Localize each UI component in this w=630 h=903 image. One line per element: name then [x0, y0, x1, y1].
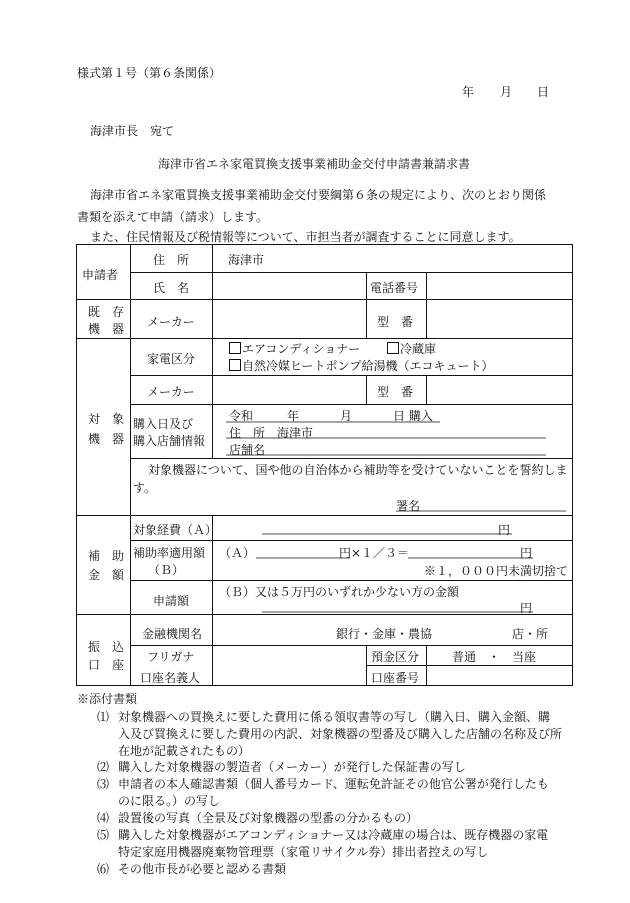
signature-field[interactable] [422, 496, 566, 510]
attachment-5-line-2: 特定家庭用機器廃棄物管理票（家電リサイクル券）排出者控えの写し [118, 845, 489, 859]
branch-types: 店・所 [512, 627, 549, 641]
applicant-phone-label: 電話番号 [370, 281, 419, 295]
pledge-line-1: 対象機器について、国や他の自治体から補助等を受けていないことを誓約しま [148, 463, 568, 477]
applicant-address-label: 住 所 [153, 253, 190, 267]
purchase-label-1: 購入日及び [133, 417, 194, 431]
attachment-3-line-2: のに限る。）の写し [118, 794, 221, 808]
applicant-address-value[interactable]: 海津市 [228, 253, 265, 267]
store-name-label: 店舗名 [229, 443, 266, 457]
attachment-6-num: ⑹ [97, 862, 110, 876]
option-heatpump[interactable] [229, 357, 494, 374]
attachment-5-line-1: 購入した対象機器がエアコンディショナー又は冷蔵庫の場合は、既存機器の家電 [118, 828, 549, 842]
subsidy-section-label-1: 補 助 [88, 549, 125, 563]
calc-formula: 円×１／３＝ [339, 546, 410, 560]
apply-label: 申請額 [153, 594, 190, 608]
target-model-field[interactable] [428, 377, 570, 403]
form-number: 様式第１号（第６条関係） [77, 66, 222, 80]
apply-text: （Ｂ）又は５万円のいずれか少ない方の金額 [219, 585, 460, 599]
apply-unit: 円 [520, 601, 533, 615]
purchase-month-label: 月 [340, 409, 353, 423]
target-model-label: 型 番 [377, 385, 414, 399]
option-aircon-label: エアコンディショナー [242, 342, 361, 356]
addressee: 海津市長 宛て [90, 124, 175, 138]
existing-section-label-1: 既 存 [88, 305, 125, 319]
attachment-4-line-1: 設置後の写真（全景及び対象機器の型番の分かるもの） [118, 811, 419, 825]
intro-line-1: 海津市省エネ家電買換支援事業補助金交付要綱第６条の規定により、次のとおり関係 [90, 188, 547, 202]
attachment-3-line-1: 申請者の本人確認書類（個人番号カード、運転免許証その他官公署が発行したも [118, 777, 549, 791]
furigana-field[interactable] [214, 647, 364, 664]
attachment-1-line-1: 対象機器への買換えに要した費用に係る領収書等の写し（購入日、購入金額、購 [118, 710, 551, 724]
target-section-label-2: 機 器 [88, 432, 125, 446]
signature-label: 署名 [396, 499, 421, 513]
attachment-1-line-2: 入及び買換えに要した費用の内訳、対象機器の型番及び購入した店舗の名称及び所 [118, 727, 563, 741]
purchase-year-label: 年 [287, 409, 300, 423]
option-fridge[interactable] [387, 340, 436, 357]
existing-maker-label: メーカー [147, 315, 195, 329]
target-section-label-1: 対 象 [88, 412, 125, 426]
page-title: 海津市省エネ家電買換支援事業補助金交付申請書兼請求書 [158, 157, 471, 171]
account-holder-field[interactable] [214, 667, 364, 684]
deposit-type-label: 預金区分 [371, 650, 420, 664]
applicant-name-label: 氏 名 [153, 281, 190, 295]
existing-maker-field[interactable] [214, 301, 364, 336]
intro-line-3: また、住民情報及び税情報等について、市担当者が調査することに同意します。 [90, 230, 521, 244]
furigana-label: フリガナ [147, 650, 195, 664]
date-month-label: 月 [500, 85, 513, 99]
pledge-line-2: す。 [133, 481, 157, 495]
calc-note: ※１，０００円未満切捨て [424, 564, 569, 578]
option-aircon[interactable] [229, 340, 360, 357]
date-year-label: 年 [462, 85, 475, 99]
target-category-label: 家電区分 [147, 352, 196, 366]
calc-a-field[interactable] [256, 543, 340, 557]
purchase-day-label: 日 購入 [393, 409, 433, 423]
heatpump-checkbox[interactable] [229, 359, 241, 371]
account-number-field[interactable] [428, 667, 570, 684]
transfer-section-label-2: 口 座 [88, 658, 125, 672]
purchase-era: 令和 [229, 409, 254, 423]
aircon-checkbox[interactable] [229, 342, 241, 354]
target-maker-label: メーカー [147, 385, 195, 399]
applicant-name-field[interactable] [214, 274, 364, 298]
cost-label: 対象経費（Ａ） [133, 523, 218, 537]
cost-field[interactable] [262, 519, 502, 533]
attachment-1-line-3: 在地が記載されたもの） [118, 744, 251, 758]
applicant-phone-field[interactable] [428, 274, 570, 298]
attachment-6-line-1: その他市長が必要と認める書類 [118, 862, 287, 876]
store-name-field[interactable] [270, 440, 546, 454]
existing-section-label-2: 機 器 [88, 322, 125, 336]
bank-types: 銀行・金庫・農協 [336, 627, 433, 641]
calc-unit: 円 [520, 546, 533, 560]
fridge-checkbox[interactable] [387, 342, 399, 354]
applicant-section-label: 申請者 [82, 268, 119, 282]
calc-label-2: （Ｂ） [148, 563, 185, 577]
attachment-5-num: ⑸ [97, 828, 110, 842]
store-address-label: 住 所 [229, 426, 266, 440]
target-maker-field[interactable] [214, 377, 364, 403]
purchase-label-2: 購入店舗情報 [133, 434, 206, 448]
calc-label-1: 補助率適用額 [133, 546, 206, 560]
attachment-3-num: ⑶ [97, 777, 110, 791]
existing-model-field[interactable] [428, 301, 570, 336]
attachments-heading: ※添付書類 [77, 692, 138, 706]
subsidy-section-label-2: 金 額 [88, 568, 125, 582]
account-number-label: 口座番号 [371, 671, 420, 685]
apply-field[interactable] [262, 597, 520, 611]
calc-prefix: （Ａ） [219, 546, 256, 560]
transfer-section-label-1: 振 込 [88, 640, 125, 654]
attachment-2-line-1: 購入した対象機器の製造者（メーカー）が発行した保証書の写し [118, 760, 466, 774]
attachment-1-num: ⑴ [97, 710, 110, 724]
calc-b-field[interactable] [408, 543, 520, 557]
date-day-label: 日 [537, 85, 550, 99]
store-address-value[interactable]: 海津市 [277, 426, 314, 440]
cost-unit: 円 [498, 523, 511, 537]
intro-line-2: 書類を添えて申請（請求）します。 [77, 210, 269, 224]
bank-name-label: 金融機関名 [142, 627, 203, 641]
deposit-types[interactable]: 普通 ・ 当座 [452, 650, 537, 664]
account-holder-label: 口座名義人 [140, 671, 201, 685]
option-heatpump-label: 自然冷媒ヒートポンプ給湯機（エコキュート） [242, 359, 494, 373]
option-fridge-label: 冷蔵庫 [400, 342, 437, 356]
attachment-4-num: ⑷ [97, 811, 110, 825]
attachment-2-num: ⑵ [97, 760, 110, 774]
existing-model-label: 型 番 [377, 315, 414, 329]
